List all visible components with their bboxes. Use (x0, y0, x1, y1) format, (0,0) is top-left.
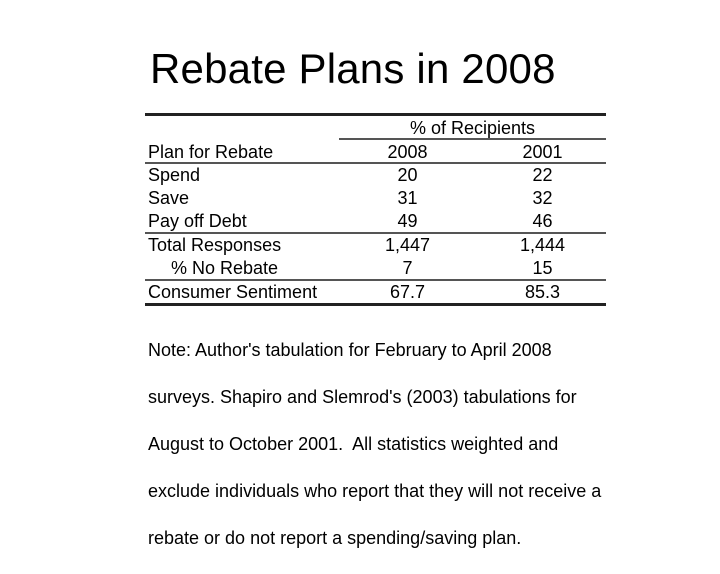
row-value-total-responses-2008: 1,447 (384, 235, 431, 255)
row-value-spend-2001: 22 (532, 165, 553, 185)
row-value-save-2001: 32 (532, 188, 553, 208)
row-value-pay-off-debt-2008: 49 (397, 211, 418, 231)
row-label-spend: Spend (148, 165, 201, 185)
row-label-total-responses: Total Responses (148, 235, 282, 255)
row-value-pay-off-debt-2001: 46 (532, 211, 553, 231)
row-value-save-2008: 31 (397, 188, 418, 208)
row-value-no-rebate-2008: 7 (402, 258, 413, 278)
note-line: August to October 2001. All statistics weighted and (148, 433, 559, 454)
note-line: rebate or do not report a spending/saving plan. (148, 527, 522, 548)
row-label-save: Save (148, 188, 190, 208)
column-header-plan: Plan for Rebate (148, 142, 274, 162)
table-note (148, 315, 608, 574)
table-bottom-rule (145, 303, 606, 306)
row-label-pay-off-debt: Pay off Debt (148, 211, 247, 231)
row-value-consumer-sentiment-2001: 85.3 (524, 282, 561, 302)
column-header-2008: 2008 (387, 142, 428, 162)
note-line: Note: Author's tabulation for February to April 2008 (148, 339, 552, 360)
table-top-rule (145, 113, 606, 116)
row-value-total-responses-2001: 1,444 (519, 235, 566, 255)
row-label-consumer-sentiment: Consumer Sentiment (148, 282, 318, 302)
row-label-no-rebate: % No Rebate (171, 258, 279, 278)
row-value-spend-2008: 20 (397, 165, 418, 185)
group-header: % of Recipients (409, 118, 536, 138)
slide-title: Rebate Plans in 2008 (150, 45, 556, 92)
row-value-consumer-sentiment-2008: 67.7 (389, 282, 426, 302)
note-line: exclude individuals who report that they will not receive a (148, 480, 602, 501)
row-value-no-rebate-2001: 15 (532, 258, 553, 278)
column-header-2001: 2001 (522, 142, 563, 162)
group-header-rule (339, 138, 606, 140)
note-line: surveys. Shapiro and Slemrod's (2003) tabulations for (148, 386, 577, 407)
